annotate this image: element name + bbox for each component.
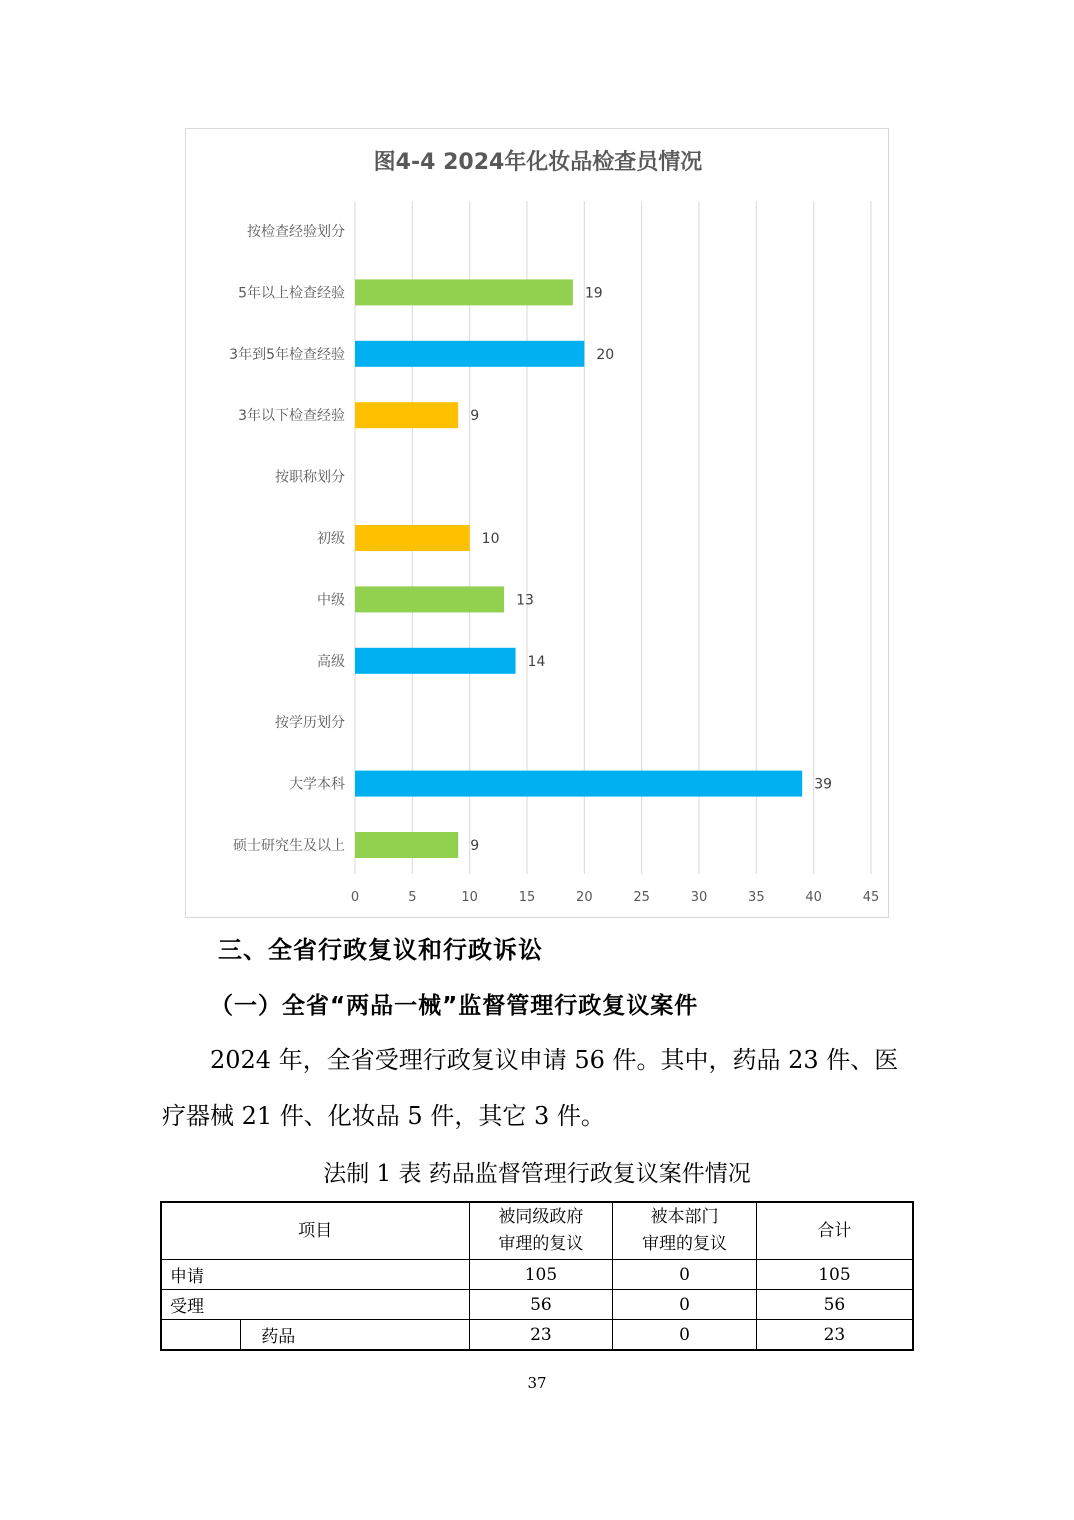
category-label: 中级 [317,592,345,609]
cell-dept-review: 0 [613,1290,757,1320]
table-row [161,1260,913,1290]
cell-total: 23 [756,1320,913,1351]
subsection-heading: （一）全省“两品一械”监督管理行政复议案件 [210,993,699,1019]
category-label: 5年以上检查经验 [238,285,345,302]
bar [355,832,458,858]
data-label: 13 [516,592,534,609]
table-row [161,1290,913,1320]
x-tick-label: 25 [633,890,650,905]
header-total: 合计 [756,1202,913,1260]
bar [355,402,458,428]
table-row [161,1320,913,1351]
bar [355,586,504,612]
header-gov-review-line1: 被同级政府 [498,1207,584,1227]
bar [355,525,470,551]
category-label: 硕士研究生及以上 [233,838,345,854]
header-gov-review [469,1202,613,1260]
x-tick-label: 45 [862,890,880,905]
row-label: 药品 [241,1320,469,1351]
data-label: 19 [584,285,603,302]
cell-gov-review: 23 [469,1320,613,1351]
bar [355,341,584,367]
table-header-row [161,1202,913,1260]
data-label: 14 [527,653,546,670]
section-heading: 三、全省行政复议和行政诉讼 [218,936,543,964]
x-tick-label: 0 [350,890,360,905]
data-label: 10 [481,531,500,547]
header-dept-review-line2: 审理的复议 [642,1234,728,1254]
data-label: 9 [470,408,480,425]
header-dept-review [613,1202,757,1260]
row-indent-cell [161,1320,241,1351]
bar [355,771,802,797]
body-paragraph [162,1032,912,1144]
review-cases-table [160,1201,914,1351]
category-label: 按学历划分 [275,715,345,732]
data-label: 39 [814,776,833,793]
header-dept-review-line1: 被本部门 [650,1207,719,1227]
header-item: 项目 [161,1202,469,1260]
cell-dept-review: 0 [613,1320,757,1351]
category-label: 按职称划分 [275,469,345,486]
x-tick-label: 15 [518,890,536,905]
x-tick-label: 40 [805,890,822,905]
category-label: 按检查经验划分 [247,224,345,240]
category-label: 大学本科 [289,776,345,793]
row-label: 申请 [161,1260,469,1290]
category-label: 3年到5年检查经验 [229,346,345,363]
chart-canvas [186,129,890,919]
header-gov-review-line2: 审理的复议 [498,1234,584,1254]
cell-gov-review: 105 [469,1260,613,1290]
x-tick-label: 10 [461,890,478,905]
data-label: 20 [596,346,615,363]
row-label: 受理 [161,1290,469,1320]
bar-chart [185,128,889,918]
paragraph-line-1: 2024 年，全省受理行政复议申请 56 件。其中，药品 23 件、医 [210,1046,899,1074]
x-tick-label: 35 [748,890,765,905]
table-caption: 法制 1 表 药品监督管理行政复议案件情况 [323,1161,751,1187]
bar [355,648,516,674]
data-label: 9 [470,838,480,854]
paragraph-line-2: 疗器械 21 件、化妆品 5 件，其它 3 件。 [162,1102,605,1130]
bar [355,279,573,305]
x-tick-label: 20 [576,890,593,905]
category-label: 3年以下检查经验 [238,408,345,425]
cell-dept-review: 0 [613,1260,757,1290]
x-tick-label: 30 [690,890,708,905]
cell-gov-review: 56 [469,1290,613,1320]
x-tick-label: 5 [408,890,417,905]
cell-total: 56 [756,1290,913,1320]
page-number: 37 [527,1374,547,1392]
category-label: 高级 [317,653,345,670]
category-label: 初级 [317,531,345,547]
chart-title: 图4-4 2024年化妆品检查员情况 [373,150,703,175]
cell-total: 105 [756,1260,913,1290]
